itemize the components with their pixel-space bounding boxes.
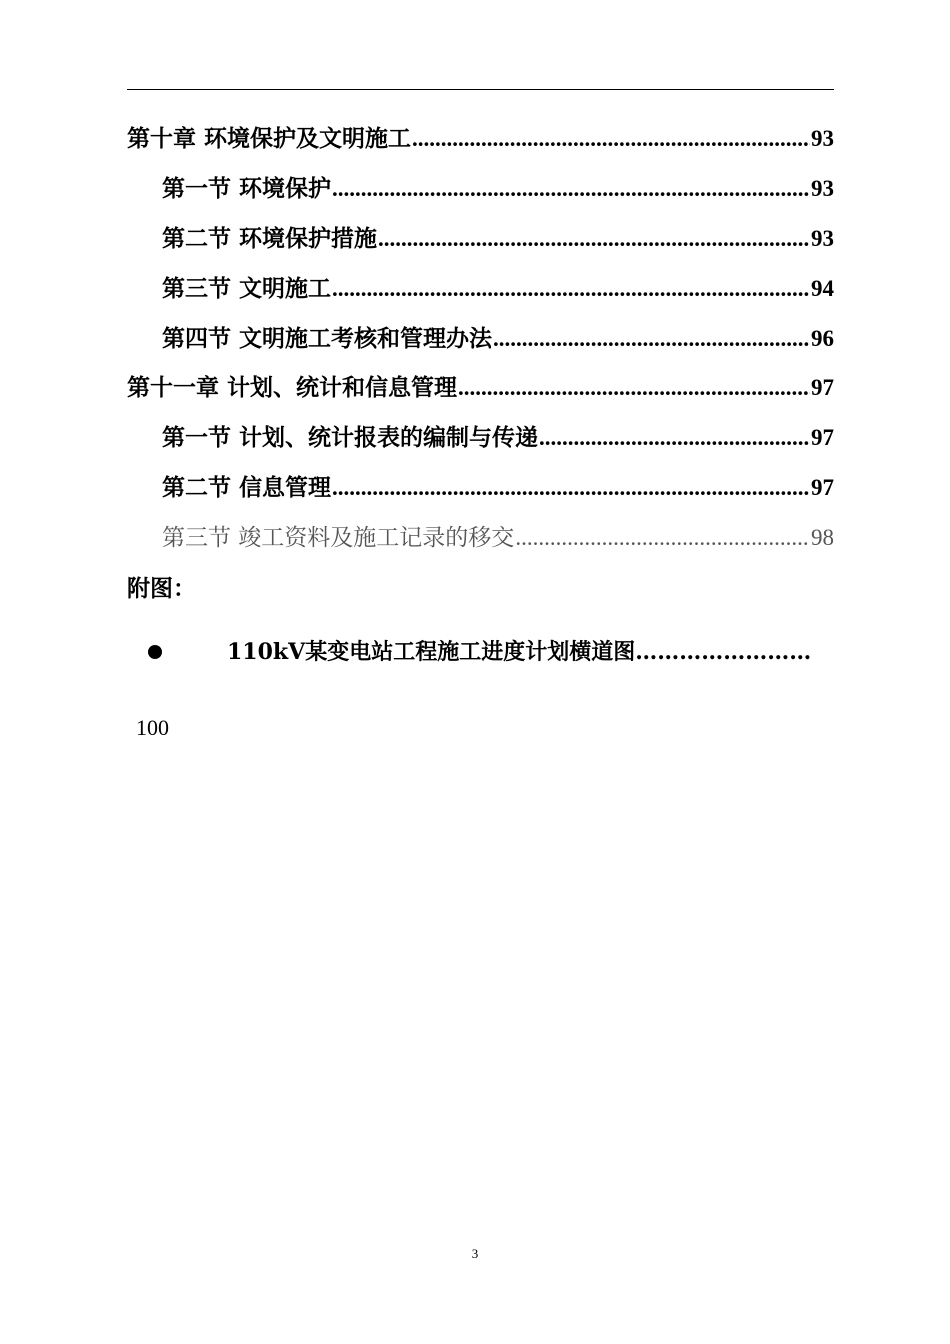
toc-leader-dots <box>515 521 810 555</box>
bullet-icon <box>148 645 162 659</box>
toc-entry-chapter-11[interactable] <box>127 371 834 405</box>
toc-entry-section-10-4[interactable] <box>162 322 834 356</box>
toc-leader-dots <box>458 371 810 405</box>
toc-entry-section-11-2[interactable] <box>162 471 834 505</box>
toc-leader-dots <box>378 222 810 256</box>
appendix-item[interactable] <box>145 634 835 670</box>
appendix-label: 附图： <box>127 575 196 602</box>
toc-leader-dots <box>539 421 810 455</box>
toc-entry-page: 97 <box>811 375 834 400</box>
toc-entry-title: 第四节 文明施工考核和管理办法 <box>162 325 493 352</box>
toc-entry-section-10-2[interactable] <box>162 222 834 256</box>
toc-entry-title: 第三节 文明施工 <box>162 275 332 302</box>
toc-entry-page: 96 <box>811 326 834 351</box>
toc-entry-section-11-1[interactable] <box>162 421 834 455</box>
toc-leader-dots <box>332 272 810 306</box>
toc-entry-page: 97 <box>811 475 834 500</box>
page-number: 3 <box>471 1246 479 1261</box>
toc-leader-dots <box>332 471 810 505</box>
toc-entry-section-10-1[interactable] <box>162 172 834 206</box>
toc-entry-title: 第一节 环境保护 <box>162 175 332 202</box>
toc-entry-title: 第三节 竣工资料及施工记录的移交 <box>162 525 515 551</box>
toc-entry-section-11-3[interactable] <box>162 521 834 555</box>
toc-entry-title: 第二节 环境保护措施 <box>162 225 378 252</box>
toc-entry-title: 第一节 计划、统计报表的编制与传递 <box>162 424 539 451</box>
header-rule <box>127 89 834 90</box>
toc-entry-page: 93 <box>811 126 834 151</box>
toc-leader-dots <box>412 122 810 156</box>
toc-entry-page: 94 <box>811 276 834 301</box>
toc-entry-page: 93 <box>811 226 834 251</box>
toc-entry-page: 93 <box>811 176 834 201</box>
toc-entry-page: 98 <box>811 525 834 550</box>
toc-leader-dots <box>332 172 810 206</box>
toc-entry-page: 97 <box>811 425 834 450</box>
toc-entry-title: 第十一章 计划、统计和信息管理 <box>127 374 458 401</box>
toc-entry-chapter-10[interactable] <box>127 122 834 156</box>
toc-entry-section-10-3[interactable] <box>162 272 834 306</box>
toc-entry-title: 第十章 环境保护及文明施工 <box>127 125 412 152</box>
toc-entry-title: 第二节 信息管理 <box>162 474 332 501</box>
appendix-item-title: 110kV某变电站工程施工进度计划横道图…………………… <box>227 639 812 665</box>
appendix-item-page: 100 <box>136 715 169 740</box>
toc-leader-dots <box>493 322 810 356</box>
